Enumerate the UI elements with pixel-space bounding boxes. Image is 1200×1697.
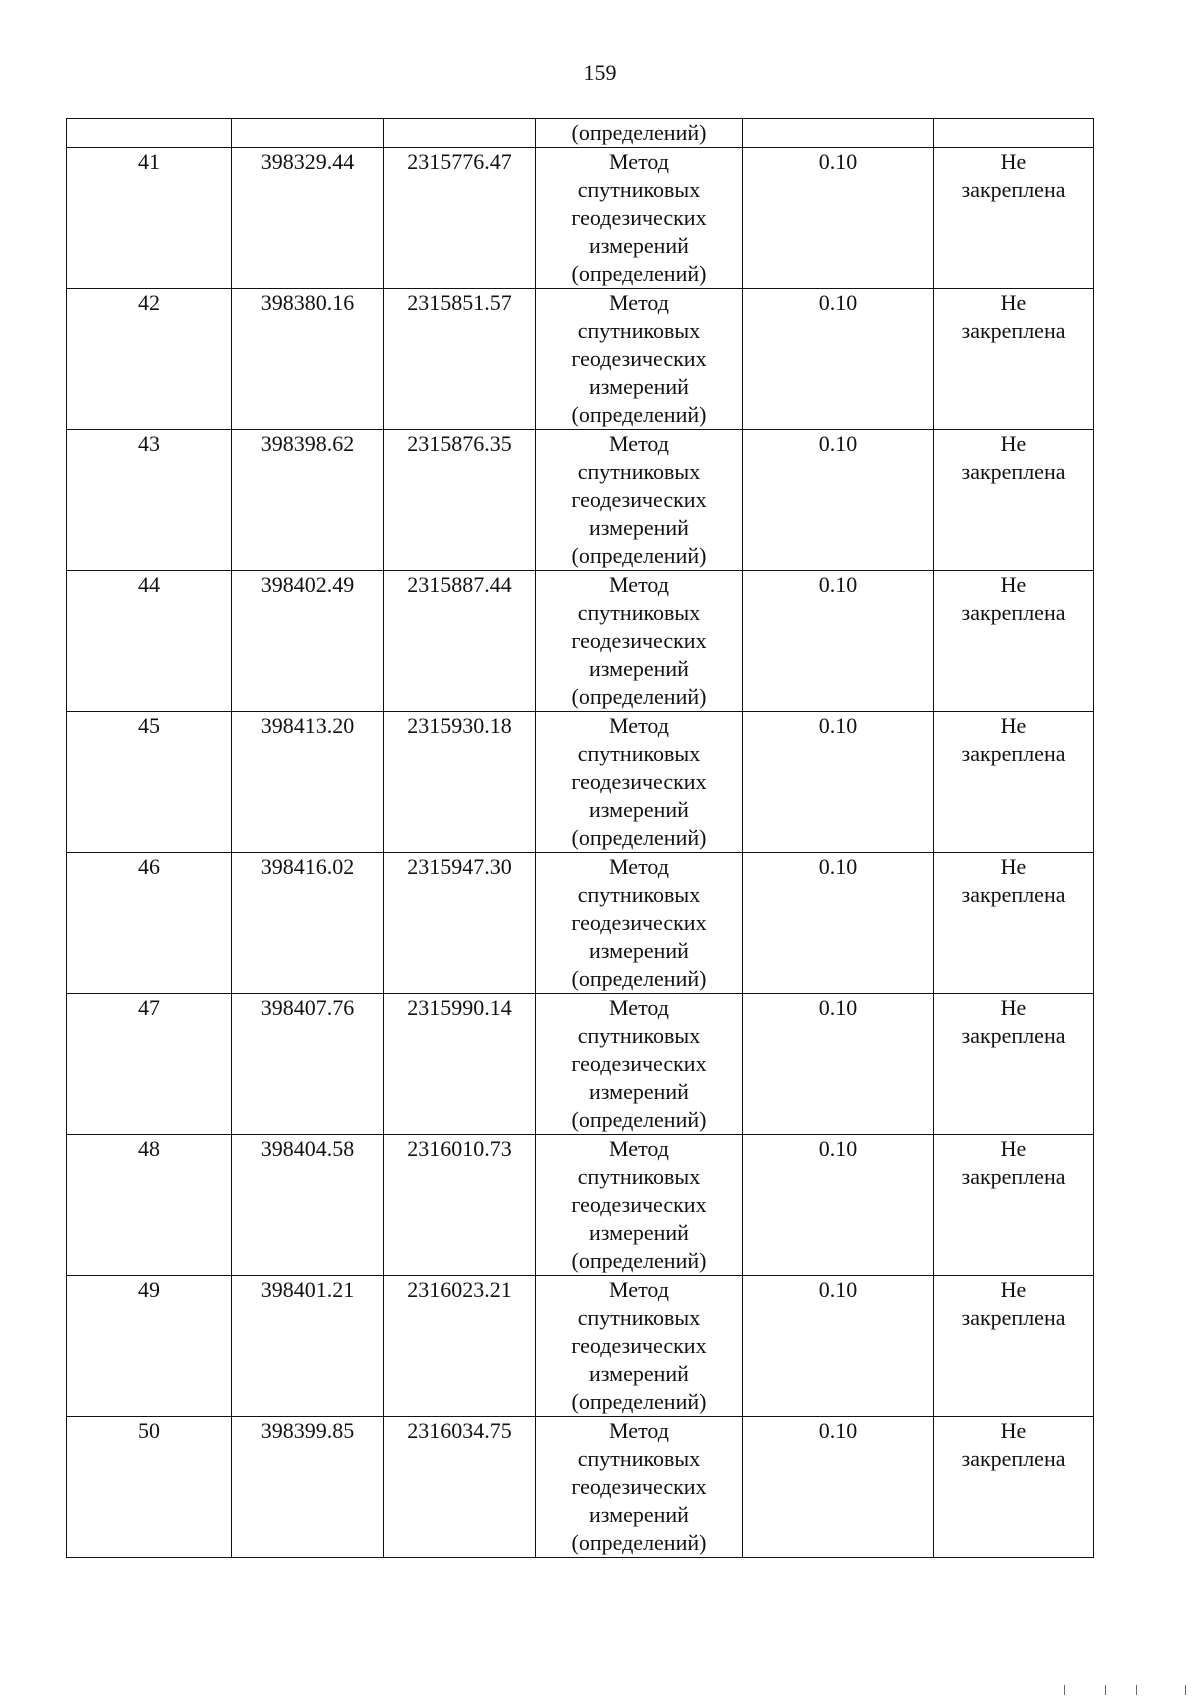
method-line: (определений) (571, 402, 707, 427)
table-row (67, 430, 1094, 571)
fixation-cell (934, 571, 1094, 712)
table-row (67, 853, 1094, 994)
y-coordinate-cell: 2315930.18 (384, 712, 536, 853)
table-row (67, 994, 1094, 1135)
fixation-cell (934, 712, 1094, 853)
method-cell (536, 1417, 743, 1558)
method-line: (определений) (571, 1248, 707, 1273)
fixation-cell (934, 430, 1094, 571)
accuracy-cell: 0.10 (743, 1135, 934, 1276)
y-coordinate-cell: 2315851.57 (384, 289, 536, 430)
point-number-cell (67, 119, 232, 148)
x-coordinate-cell: 398402.49 (232, 571, 384, 712)
fixation-cell (934, 853, 1094, 994)
accuracy-cell: 0.10 (743, 571, 934, 712)
method-line: (определений) (571, 825, 707, 850)
method-cell (536, 1276, 743, 1417)
fixation-line: Не (1000, 1418, 1027, 1443)
method-line: геодезических (571, 628, 707, 653)
method-line: спутниковых (577, 1305, 701, 1330)
method-cell (536, 289, 743, 430)
method-cell: (определений) (536, 119, 743, 148)
method-line: Метод (609, 1418, 669, 1443)
coordinates-table (66, 118, 1094, 1558)
point-number-cell: 46 (67, 853, 232, 994)
table-row (67, 1135, 1094, 1276)
fixation-line: закреплена (961, 882, 1066, 907)
method-line: измерений (589, 1079, 689, 1104)
y-coordinate-cell: 2316034.75 (384, 1417, 536, 1558)
point-number-cell: 45 (67, 712, 232, 853)
fixation-line: Не (1000, 431, 1027, 456)
method-line: Метод (609, 995, 669, 1020)
fixation-cell (934, 148, 1094, 289)
fixation-cell (934, 994, 1094, 1135)
method-line: измерений (589, 515, 689, 540)
table-row (67, 712, 1094, 853)
method-line: Метод (609, 431, 669, 456)
fixation-line: Не (1000, 1136, 1027, 1161)
x-coordinate-cell: 398399.85 (232, 1417, 384, 1558)
y-coordinate-cell: 2315990.14 (384, 994, 536, 1135)
fixation-cell (934, 1135, 1094, 1276)
method-line: геодезических (571, 1051, 707, 1076)
x-coordinate-cell: 398401.21 (232, 1276, 384, 1417)
y-coordinate-cell (384, 119, 536, 148)
fixation-line: закреплена (961, 600, 1066, 625)
method-line: спутниковых (577, 741, 701, 766)
point-number-cell: 48 (67, 1135, 232, 1276)
accuracy-cell (743, 119, 934, 148)
method-line: (определений) (571, 261, 707, 286)
fixation-line: закреплена (961, 741, 1066, 766)
page-number: 159 (583, 60, 617, 85)
y-coordinate-cell: 2315876.35 (384, 430, 536, 571)
method-line: (определений) (571, 1530, 707, 1555)
coordinates-table-body (67, 119, 1094, 1558)
method-cell (536, 712, 743, 853)
fixation-line: закреплена (961, 1446, 1066, 1471)
method-line: спутниковых (577, 882, 701, 907)
fixation-cell (934, 289, 1094, 430)
table-row (67, 1417, 1094, 1558)
method-line: геодезических (571, 487, 707, 512)
table-row (67, 571, 1094, 712)
method-line: спутниковых (577, 1446, 701, 1471)
fixation-line: Не (1000, 854, 1027, 879)
y-coordinate-cell: 2315887.44 (384, 571, 536, 712)
method-cell (536, 853, 743, 994)
method-cell (536, 148, 743, 289)
y-coordinate-cell: 2316010.73 (384, 1135, 536, 1276)
x-coordinate-cell: 398413.20 (232, 712, 384, 853)
accuracy-cell: 0.10 (743, 1417, 934, 1558)
y-coordinate-cell: 2315776.47 (384, 148, 536, 289)
continuation-row (67, 119, 1094, 148)
accuracy-cell: 0.10 (743, 1276, 934, 1417)
method-line: спутниковых (577, 1164, 701, 1189)
x-coordinate-cell (232, 119, 384, 148)
fixation-line: закреплена (961, 459, 1066, 484)
y-coordinate-cell: 2315947.30 (384, 853, 536, 994)
method-line: геодезических (571, 1474, 707, 1499)
method-line: спутниковых (577, 459, 701, 484)
method-line: геодезических (571, 1333, 707, 1358)
method-line: (определений) (571, 1107, 707, 1132)
fixation-line: закреплена (961, 1023, 1066, 1048)
scan-margin-marks (1064, 1685, 1186, 1695)
point-number-cell: 43 (67, 430, 232, 571)
method-line: Метод (609, 1277, 669, 1302)
method-line: измерений (589, 233, 689, 258)
x-coordinate-cell: 398407.76 (232, 994, 384, 1135)
accuracy-cell: 0.10 (743, 289, 934, 430)
method-line: Метод (609, 1136, 669, 1161)
table-row (67, 289, 1094, 430)
method-line: (определений) (571, 543, 707, 568)
accuracy-cell: 0.10 (743, 853, 934, 994)
method-line: спутниковых (577, 600, 701, 625)
method-line: Метод (609, 149, 669, 174)
method-line: спутниковых (577, 177, 701, 202)
point-number-cell: 44 (67, 571, 232, 712)
x-coordinate-cell: 398398.62 (232, 430, 384, 571)
x-coordinate-cell: 398404.58 (232, 1135, 384, 1276)
fixation-cell (934, 119, 1094, 148)
point-number-cell: 49 (67, 1276, 232, 1417)
method-line: геодезических (571, 910, 707, 935)
method-line: спутниковых (577, 318, 701, 343)
fixation-line: закреплена (961, 318, 1066, 343)
x-coordinate-cell: 398380.16 (232, 289, 384, 430)
method-line: измерений (589, 1502, 689, 1527)
method-line: измерений (589, 1220, 689, 1245)
method-line: Метод (609, 290, 669, 315)
x-coordinate-cell: 398329.44 (232, 148, 384, 289)
fixation-line: закреплена (961, 1305, 1066, 1330)
fixation-line: Не (1000, 1277, 1027, 1302)
method-line: измерений (589, 1361, 689, 1386)
method-cell (536, 571, 743, 712)
fixation-cell (934, 1417, 1094, 1558)
accuracy-cell: 0.10 (743, 994, 934, 1135)
method-line: Метод (609, 713, 669, 738)
method-line: геодезических (571, 1192, 707, 1217)
method-cell (536, 994, 743, 1135)
method-line: измерений (589, 938, 689, 963)
fixation-line: закреплена (961, 1164, 1066, 1189)
y-coordinate-cell: 2316023.21 (384, 1276, 536, 1417)
method-line: геодезических (571, 346, 707, 371)
accuracy-cell: 0.10 (743, 148, 934, 289)
fixation-line: закреплена (961, 177, 1066, 202)
x-coordinate-cell: 398416.02 (232, 853, 384, 994)
method-line: (определений) (571, 1389, 707, 1414)
point-number-cell: 42 (67, 289, 232, 430)
method-line: геодезических (571, 769, 707, 794)
method-line: спутниковых (577, 1023, 701, 1048)
method-line: геодезических (571, 205, 707, 230)
table-row (67, 148, 1094, 289)
method-line: (определений) (571, 684, 707, 709)
method-line: измерений (589, 797, 689, 822)
accuracy-cell: 0.10 (743, 712, 934, 853)
point-number-cell: 47 (67, 994, 232, 1135)
accuracy-cell: 0.10 (743, 430, 934, 571)
method-cell (536, 1135, 743, 1276)
fixation-line: Не (1000, 995, 1027, 1020)
fixation-line: Не (1000, 713, 1027, 738)
fixation-line: Не (1000, 572, 1027, 597)
method-line: измерений (589, 656, 689, 681)
method-line: Метод (609, 572, 669, 597)
method-line: (определений) (571, 966, 707, 991)
point-number-cell: 41 (67, 148, 232, 289)
method-line: измерений (589, 374, 689, 399)
fixation-line: Не (1000, 149, 1027, 174)
fixation-line: Не (1000, 290, 1027, 315)
point-number-cell: 50 (67, 1417, 232, 1558)
table-row (67, 1276, 1094, 1417)
method-line: Метод (609, 854, 669, 879)
method-cell (536, 430, 743, 571)
fixation-cell (934, 1276, 1094, 1417)
